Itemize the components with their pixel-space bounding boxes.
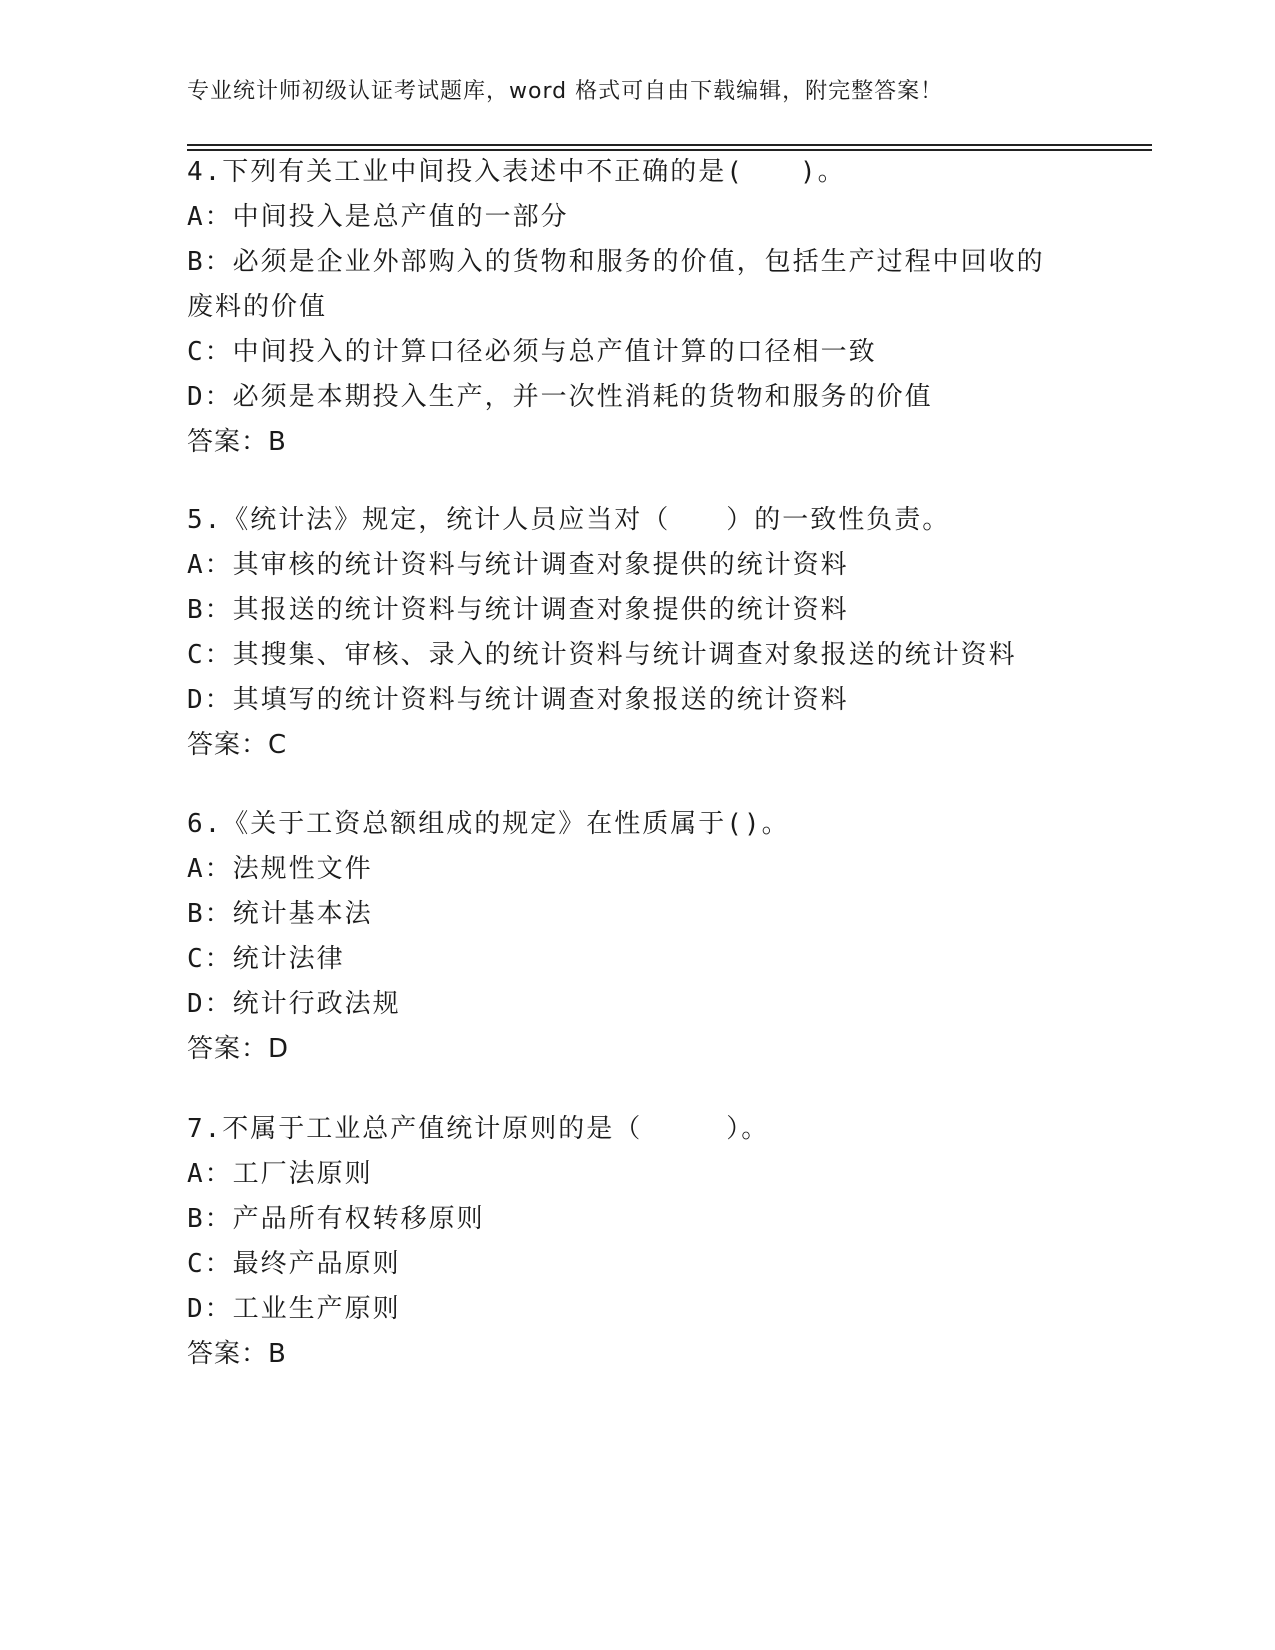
answer: 答案：B	[187, 1339, 287, 1369]
option-a: A：工厂法原则	[187, 1159, 373, 1189]
option-d: D：其填写的统计资料与统计调查对象报送的统计资料	[187, 685, 849, 715]
page-header: 专业统计师初级认证考试题库，word 格式可自由下载编辑，附完整答案！	[187, 79, 944, 104]
question-stem: 6.《关于工资总额组成的规定》在性质属于()。	[187, 809, 790, 839]
option-b: B：产品所有权转移原则	[187, 1204, 485, 1234]
answer: 答案：B	[187, 427, 287, 457]
option-a: A：法规性文件	[187, 854, 373, 884]
option-d: D：必须是本期投入生产，并一次性消耗的货物和服务的价值	[187, 382, 933, 412]
question-7	[187, 1107, 1087, 1377]
option-b: B：必须是企业外部购入的货物和服务的价值，包括生产过程中回收的	[187, 247, 1045, 277]
option-d: D：工业生产原则	[187, 1294, 401, 1324]
option-c: C：统计法律	[187, 944, 345, 974]
question-stem: 5.《统计法》规定，统计人员应当对（ ）的一致性负责。	[187, 505, 951, 535]
answer: 答案：C	[187, 730, 288, 760]
header-rule-top	[187, 144, 1152, 146]
option-b-continued: 废料的价值	[187, 292, 328, 322]
question-stem: 4.下列有关工业中间投入表述中不正确的是( )。	[187, 157, 846, 187]
option-c: C：其搜集、审核、录入的统计资料与统计调查对象报送的统计资料	[187, 640, 1017, 670]
option-d: D：统计行政法规	[187, 989, 401, 1019]
question-stem: 7.不属于工业总产值统计原则的是（ ）。	[187, 1114, 770, 1144]
answer: 答案：D	[187, 1034, 290, 1064]
option-a: A：中间投入是总产值的一部分	[187, 202, 569, 232]
question-4	[187, 150, 1087, 465]
option-a: A：其审核的统计资料与统计调查对象提供的统计资料	[187, 550, 849, 580]
option-c: C：最终产品原则	[187, 1249, 401, 1279]
option-c: C：中间投入的计算口径必须与总产值计算的口径相一致	[187, 337, 877, 367]
option-b: B：其报送的统计资料与统计调查对象提供的统计资料	[187, 595, 849, 625]
question-6	[187, 802, 1087, 1072]
option-b: B：统计基本法	[187, 899, 373, 929]
question-5	[187, 498, 1087, 768]
